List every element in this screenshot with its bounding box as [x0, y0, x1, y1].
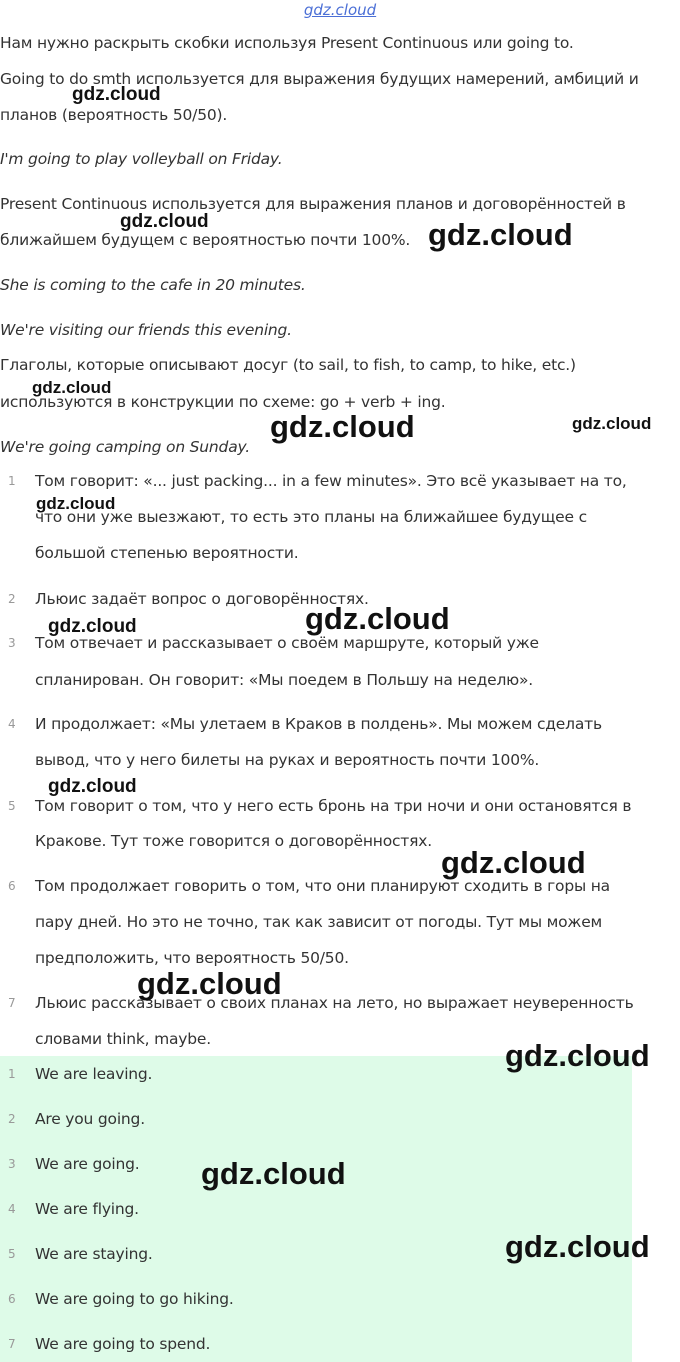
watermark: gdz.cloud — [505, 1229, 650, 1264]
list-item-line: Льюис задаёт вопрос о договорённостях. — [35, 590, 369, 608]
going-to-example: I'm going to play volleyball on Friday. — [0, 150, 283, 168]
going-to-rule: Going to do smth используется для выражения будущих намерений, амбиций и — [0, 70, 639, 88]
answer-number: 2 — [8, 1112, 16, 1126]
list-item-line: Льюис рассказывает о своих планах на лето, но выражает неуверенность — [35, 994, 634, 1012]
site-logo[interactable]: gdz.cloud — [303, 1, 377, 19]
list-item-number: 6 — [8, 879, 16, 893]
list-item-line: большой степенью вероятности. — [35, 544, 299, 562]
list-item-line: Том продолжает говорить о том, что они планируют сходить в горы на — [35, 877, 610, 895]
list-item-line: словами think, maybe. — [35, 1030, 211, 1048]
answer-number: 6 — [8, 1292, 16, 1306]
answer-text: We are leaving. — [35, 1065, 153, 1083]
watermark: gdz.cloud — [505, 1038, 650, 1073]
watermark: gdz.cloud — [270, 409, 415, 444]
watermark: gdz.cloud — [48, 616, 137, 637]
answer-text: We are going. — [35, 1155, 140, 1173]
watermark: gdz.cloud — [441, 845, 586, 880]
list-item-line: Том отвечает и рассказывает о своём маршруте, который уже — [35, 634, 539, 652]
answer-number: 3 — [8, 1157, 16, 1171]
list-item-number: 4 — [8, 717, 16, 731]
watermark: gdz.cloud — [572, 414, 652, 433]
present-continuous-example-2: We're visiting our friends this evening. — [0, 321, 292, 339]
watermark: gdz.cloud — [36, 494, 116, 513]
answer-text: We are staying. — [35, 1245, 153, 1263]
leisure-verbs-rule: Глаголы, которые описывают досуг (to sail, to fish, to camp, to hike, etc.) — [0, 356, 576, 374]
answer-text: We are going to spend. — [35, 1335, 211, 1353]
list-item-line: что они уже выезжают, то есть это планы на ближайшее будущее с — [35, 508, 587, 526]
answer-text: We are flying. — [35, 1200, 139, 1218]
watermark: gdz.cloud — [137, 966, 282, 1001]
present-continuous-example-1: She is coming to the cafe in 20 minutes. — [0, 276, 306, 294]
leisure-verbs-example: We're going camping on Sunday. — [0, 438, 250, 456]
intro-paragraph: Нам нужно раскрыть скобки используя Present Continuous или going to. — [0, 34, 574, 52]
list-item-line: вывод, что у него билеты на руках и вероятность почти 100%. — [35, 751, 540, 769]
list-item-line: спланирован. Он говорит: «Мы поедем в Польшу на неделю». — [35, 671, 534, 689]
watermark: gdz.cloud — [120, 211, 209, 232]
answer-number: 1 — [8, 1067, 16, 1081]
list-item-number: 5 — [8, 799, 16, 813]
answer-text: Are you going. — [35, 1110, 145, 1128]
list-item-line: пару дней. Но это не точно, так как зависит от погоды. Тут мы можем — [35, 913, 603, 931]
list-item-number: 7 — [8, 996, 16, 1010]
watermark: gdz.cloud — [305, 601, 450, 636]
list-item-line: И продолжает: «Мы улетаем в Краков в полдень». Мы можем сделать — [35, 715, 602, 733]
list-item-number: 2 — [8, 592, 16, 606]
list-item-line: Кракове. Тут тоже говорится о договорённостях. — [35, 832, 432, 850]
list-item-line: Том говорит: «... just packing... in a few minutes». Это всё указывает на то, — [35, 472, 627, 490]
present-continuous-rule-continued: ближайшем будущем с вероятностью почти 100%. — [0, 231, 411, 249]
answer-number: 4 — [8, 1202, 16, 1216]
answer-number: 5 — [8, 1247, 16, 1261]
watermark: gdz.cloud — [32, 378, 112, 397]
present-continuous-rule: Present Continuous используется для выражения планов и договорённостей в — [0, 195, 626, 213]
answer-number: 7 — [8, 1337, 16, 1351]
answer-text: We are going to go hiking. — [35, 1290, 234, 1308]
watermark: gdz.cloud — [428, 217, 573, 252]
list-item-line: Том говорит о том, что у него есть бронь на три ночи и они остановятся в — [35, 797, 632, 815]
leisure-verbs-rule-continued: используются в конструкции по схеме: go + verb + ing. — [0, 393, 446, 411]
watermark: gdz.cloud — [48, 776, 137, 797]
watermark: gdz.cloud — [201, 1156, 346, 1191]
going-to-rule-continued: планов (вероятность 50/50). — [0, 106, 228, 124]
list-item-line: предположить, что вероятность 50/50. — [35, 949, 349, 967]
list-item-number: 3 — [8, 636, 16, 650]
watermark: gdz.cloud — [72, 84, 161, 105]
list-item-number: 1 — [8, 474, 16, 488]
